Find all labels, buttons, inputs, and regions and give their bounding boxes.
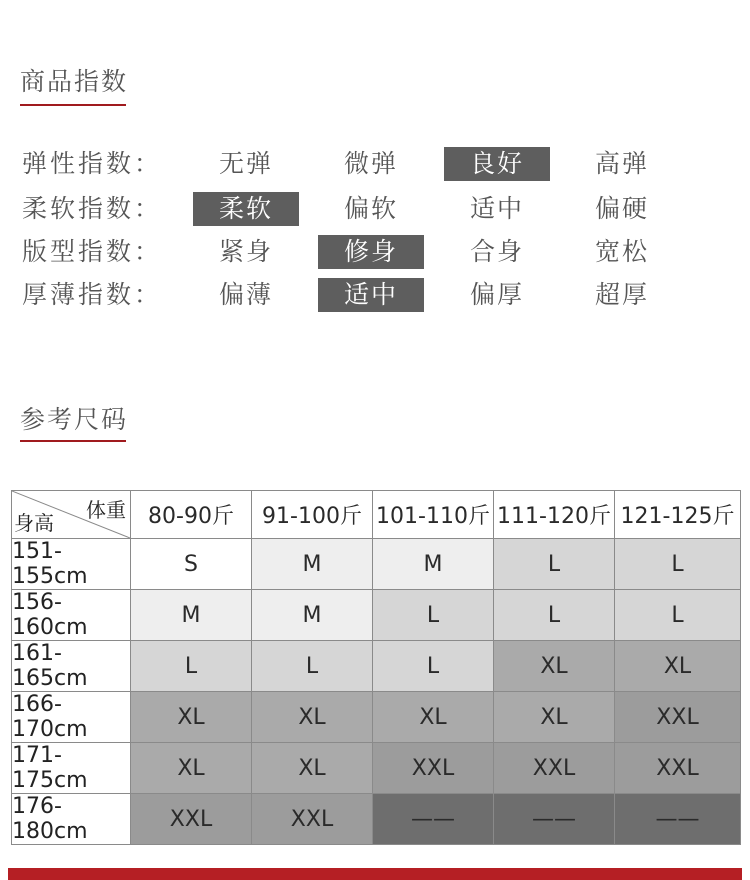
index-option-selected: 修身 <box>318 235 424 269</box>
table-row <box>12 794 741 845</box>
size-section-title: 参考尺码 <box>20 405 129 434</box>
size-cell: XL <box>494 641 615 692</box>
size-cell: XXL <box>252 794 373 845</box>
size-cell: L <box>373 590 494 641</box>
table-row <box>12 539 741 590</box>
index-row-label: 版型指数： <box>22 237 163 266</box>
index-section-underline <box>20 104 126 106</box>
size-cell: M <box>252 539 373 590</box>
size-table-header-row <box>12 491 741 539</box>
weight-header-cell: 111-120斤 <box>494 491 615 539</box>
index-option: 偏厚 <box>469 280 524 309</box>
index-row-label: 弹性指数： <box>22 149 163 178</box>
index-option: 宽松 <box>594 237 649 266</box>
index-option: 偏软 <box>343 194 398 223</box>
index-option: 超厚 <box>594 280 649 309</box>
size-cell: L <box>373 641 494 692</box>
height-row-header: 151-155cm <box>12 539 131 590</box>
size-cell: XXL <box>615 692 741 743</box>
index-option: 偏硬 <box>594 194 649 223</box>
size-cell: XXL <box>494 743 615 794</box>
size-cell: —— <box>373 794 494 845</box>
size-cell: XXL <box>131 794 252 845</box>
size-cell: L <box>615 539 741 590</box>
height-row-header: 156-160cm <box>12 590 131 641</box>
size-cell: XL <box>252 743 373 794</box>
index-option: 紧身 <box>218 237 273 266</box>
index-option: 偏薄 <box>218 280 273 309</box>
size-cell: XL <box>252 692 373 743</box>
size-table-corner-cell <box>12 491 131 539</box>
size-cell: L <box>615 590 741 641</box>
index-row-label: 厚薄指数： <box>22 280 163 309</box>
size-cell: —— <box>615 794 741 845</box>
corner-weight-label: 体重 <box>86 498 126 522</box>
size-cell: XL <box>131 743 252 794</box>
table-row <box>12 692 741 743</box>
weight-header-cell: 101-110斤 <box>373 491 494 539</box>
index-row <box>0 235 750 269</box>
index-option: 适中 <box>469 194 524 223</box>
index-option: 高弹 <box>594 149 649 178</box>
size-table-body <box>12 539 741 845</box>
size-section-underline <box>20 440 126 442</box>
index-option: 微弹 <box>343 149 398 178</box>
size-cell: L <box>131 641 252 692</box>
size-chart-table <box>11 490 741 845</box>
size-cell: —— <box>494 794 615 845</box>
table-row <box>12 743 741 794</box>
table-row <box>12 641 741 692</box>
size-cell: XL <box>131 692 252 743</box>
table-row <box>12 590 741 641</box>
size-cell: XL <box>615 641 741 692</box>
size-cell: L <box>494 590 615 641</box>
size-cell: XL <box>373 692 494 743</box>
size-cell: XL <box>494 692 615 743</box>
index-row <box>0 192 750 226</box>
size-cell: S <box>131 539 252 590</box>
index-option-selected: 适中 <box>318 278 424 312</box>
size-cell: L <box>252 641 373 692</box>
index-option-selected: 柔软 <box>193 192 299 226</box>
weight-header-cell: 91-100斤 <box>252 491 373 539</box>
height-row-header: 171-175cm <box>12 743 131 794</box>
size-cell: L <box>494 539 615 590</box>
weight-header-cell: 121-125斤 <box>615 491 741 539</box>
index-row-label: 柔软指数： <box>22 194 163 223</box>
size-cell: M <box>373 539 494 590</box>
height-row-header: 166-170cm <box>12 692 131 743</box>
size-cell: XXL <box>615 743 741 794</box>
weight-header-cell: 80-90斤 <box>131 491 252 539</box>
size-cell: XXL <box>373 743 494 794</box>
bottom-banner-strip <box>8 868 742 880</box>
size-cell: M <box>131 590 252 641</box>
height-row-header: 161-165cm <box>12 641 131 692</box>
index-section-title: 商品指数 <box>20 67 129 96</box>
index-option: 合身 <box>469 237 524 266</box>
index-option: 无弹 <box>218 149 273 178</box>
index-option-selected: 良好 <box>444 147 550 181</box>
height-row-header: 176-180cm <box>12 794 131 845</box>
index-row <box>0 278 750 312</box>
index-row <box>0 147 750 181</box>
corner-height-label: 身高 <box>14 511 54 535</box>
size-cell: M <box>252 590 373 641</box>
